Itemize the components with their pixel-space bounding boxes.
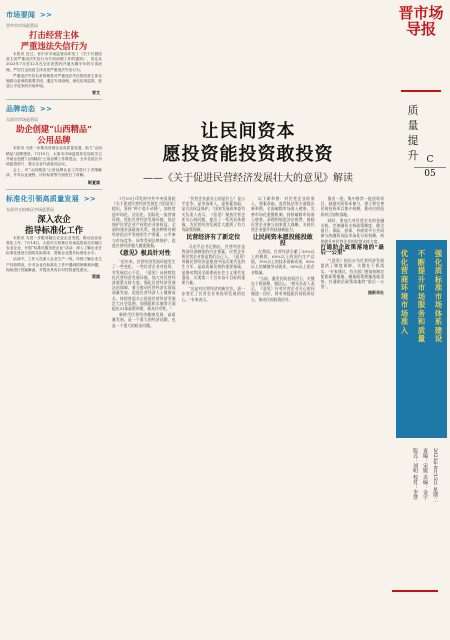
section-header-market-news xyxy=(6,10,102,20)
section-label-char: 升 xyxy=(407,149,419,162)
article-title-line1: 打击经营主体 xyxy=(29,30,79,40)
section-heading: 让民间资本愿投能投敢投 xyxy=(252,234,313,247)
section-label-char: 提 xyxy=(407,134,419,147)
article-body xyxy=(6,52,102,89)
article-kicker: 太原市万柏林区市场监管局 xyxy=(6,206,54,212)
divider xyxy=(6,99,102,100)
paragraph: 新时代民营经济健康发展、高质量发展，是一个重大的经济问题，也是一个重大的政治问题。 xyxy=(112,312,176,328)
article-column xyxy=(182,196,246,634)
article-author: 靳夏斌 xyxy=(88,179,100,185)
bottom-rule xyxy=(392,590,438,592)
paragraph: 同时，要加大对民营企业的金融支持，完善融资支持政策制度，健全银行、保险、担保、券商等多方共同参与的融资风险市场化分担机制，持续提升对民营企业的信贷支持力度。 xyxy=(320,217,384,244)
double-arrow-icon: >> xyxy=(39,105,53,114)
section-title: 市场要闻 xyxy=(6,11,36,19)
issue-date: 2023年8月15日 星期二 xyxy=(432,448,438,502)
editor-credits: 责编：宋媛 美编：金宇 xyxy=(422,448,428,500)
paragraph: 本报讯 为进一步服务辖区农业企业发展，推动农业标准化工作，7月14日，太原市万柏林区市场监管局走访辖区农业企业，开展“标准化服务进企业”活动，深入了解企业在标准化建设方面的实际需求，帮助企业提升标准化水平。 xyxy=(6,235,102,256)
left-news-column xyxy=(6,6,102,634)
section-heading: 《意见》极具针对性 xyxy=(116,250,171,258)
subheadline: ——《关于促进民营经济发展壮大的意见》解读 xyxy=(143,173,353,184)
slogan-box xyxy=(396,240,447,438)
section-header-standardization xyxy=(6,194,102,204)
masthead-rule xyxy=(401,90,441,92)
paragraph: “这是对民营经济的新定位，进一步坚定了民营企业家投资发展的信心。”专家表示。 xyxy=(181,286,245,302)
article-kicker: 太原市市场监管局 xyxy=(6,117,38,123)
article-column xyxy=(251,196,315,634)
article-author: 晋文 xyxy=(92,90,100,96)
paragraph: 推出一批，集中推荐一批投资项目，鼓励民间资本参与，建立和完善民间投资项目推介机制，推动民间投资项目加快落地。 xyxy=(320,196,384,217)
article-columns xyxy=(112,196,384,634)
article-body xyxy=(6,236,102,273)
page-letter: C xyxy=(426,155,434,165)
article-source: 据新华社 xyxy=(368,290,384,296)
paragraph: 在我国，民营经济贡献了50%以上的税收，60%以上的国内生产总值，70%以上的技术创新成果，80%以上的城镇劳动就业，90%以上的企业数量。 xyxy=(251,248,315,275)
article-kicker: 晋中市市场监管局 xyxy=(6,23,38,28)
section-label-char: 质 xyxy=(407,104,419,117)
paragraph: “近年来，民营经济发展环境发生了一些变化，一些民营企业对投资、对发展信心不足。《意见》从持续优化民营经济发展环境、加大对民营经济政策支持力度、强化民营经济发展法治保障、着力推动民营经济实现高质量发展、促进民营经济人士健康成长、持续营造关心促进民营经济发展壮大社会氛围、加强组织实施等方面提出31条政策举措，极具针对性。” xyxy=(112,259,176,312)
slogan-line: 不断提升市场服务和质量 xyxy=(417,249,426,343)
article-title-line1: 深入农企 xyxy=(37,213,71,224)
headline-line1: 让民间资本 xyxy=(200,121,296,142)
paragraph: “当前，激发民间投资活力，关键在于稳预期、强信心。”相关负责人表示，《意见》针对民营企业关心的问题逐一回应，将有效提振民间投资信心，推动民间投资回升。 xyxy=(251,275,315,302)
paragraph: 会上，对“山西精品”公用品牌认证工作进行了详细解读，并对认证流程、评价标准等方面进行了讲解。 xyxy=(6,168,102,178)
paragraph: “《意见》的出台为民营经济发展提供了制度保障，关键在于抓落实。”专家建议，有关部门要加快制定配套政策措施，确保政策措施落地见效，打通助企政策落地的“最后一公里”。 xyxy=(320,258,384,290)
paragraph: 本报讯 近日，晋中市市场监管局印发了《关于开展经营主体严重违法失信行为专项治理工作的通知》，决定从2023年7月至12月在全市范围内开展为期半年的专项治理。严厉打击经营主体各类严重违法失信行为。 xyxy=(6,52,102,72)
paragraph: “民营企业最关心的是什么？是公平竞争，是市场准入，是要素获取，是合法权益保护。”国家发展改革委有关负责人表示，《意见》聚焦民营企业关心的问题，提出了一系列具体措施，为民营经济发展壮大提供了有力的政策保障。 xyxy=(181,196,245,233)
article-body xyxy=(6,146,102,178)
headline-line2: 愿投资能投资敢投资 xyxy=(162,144,334,165)
paragraph: 活动中，工作人员深入企业生产一线，详细了解企业生产经营情况，针对企业在标准化工作中遇到的困难和问题，现场进行答疑解惑，并提出具有针对性的意见建议。 xyxy=(6,257,102,272)
slogan-line: 强化质标准市场体系建设 xyxy=(434,249,443,343)
slogan-line: 优化营商环境市场准入 xyxy=(400,249,409,335)
section-label-char: 量 xyxy=(407,119,419,132)
main-article xyxy=(112,120,384,634)
double-arrow-icon: >> xyxy=(83,194,97,203)
double-arrow-icon: >> xyxy=(39,11,53,19)
section-header-brand-news xyxy=(6,104,102,114)
section-label-quality xyxy=(398,103,428,163)
page-code xyxy=(414,156,446,179)
divider xyxy=(6,189,102,190)
paragraph: 严重违法失信名单管理是对严重违法失信的经营主体实施联合惩戒的重要手段，通过专项治理，深化信用监管，营造公平竞争的市场环境。 xyxy=(6,73,102,89)
article-title-line2: 指导标准化工作 xyxy=(24,224,84,235)
page-meta xyxy=(402,448,442,628)
masthead-logo: 晋市场导报 xyxy=(398,4,444,38)
section-title: 标准化引领高质量发展 xyxy=(6,194,79,203)
section-heading: 打通助企政策落地的“最后一公里” xyxy=(320,244,384,257)
paragraph: 7月19日印发的中共中央国务院《关于促进民营经济发展壮大的意见》提出，坚持“两个毫不动摇”，加快营造市场化、法治化、国际化一流营商环境，优化民营经济发展环境，依法保护民营企业产权和企业家权益，全面构建亲清政商关系，使各种所有制经济依法平等使用生产要素、公平参与市场竞争、同等受到法律保护，促进民营经济做大做优做强。 xyxy=(112,196,176,248)
article-column xyxy=(112,196,176,634)
paragraph: 习近平总书记指出，民营经济是我国经济制度的内在要素，民营企业和民营企业家是我们自己人。《意见》明确民营经济是推进中国式现代化的生力军，是高质量发展的重要基础，是推动我国全面建成社会主义现代化强国、实现第二个百年奋斗目标的重要力量。 xyxy=(181,243,245,286)
paragraph: 本报讯 为进一步推动晋城企业高质量发展，助力“山西精品”品牌建设，7月10日，太原市市场监管局在局机关召开助企创建“山西精品”公用品牌工作推进会，全市各县区市场监管部门、重点企业代表参加会议。 xyxy=(6,146,102,167)
article-author: 梁斌 xyxy=(92,274,100,280)
page-number: 05 xyxy=(414,167,446,179)
article-column xyxy=(321,196,385,634)
paragraph: 以下新举措：对民营企业的准入、要素获取、监管执法等方面提出新举措，全面破除市场准入壁垒，完善市场化重整机制，持续破除市场准入壁垒，清理和规范涉企收费，鼓励民营企业参与国家重大战略，支持民营企业提升科技创新能力。 xyxy=(251,196,315,233)
section-heading: 民营经济有了新定位 xyxy=(186,234,241,242)
article-title-line1: 助企创建“山西精品” xyxy=(16,124,92,135)
section-title: 品牌动态 xyxy=(6,105,36,114)
layout-credits: 版式：刘明 校对：李慧 xyxy=(412,448,418,500)
article-title-line2: 严重违法失信行为 xyxy=(20,41,88,51)
article-title-line2: 公用品牌 xyxy=(37,135,71,146)
right-sidebar xyxy=(392,0,450,640)
